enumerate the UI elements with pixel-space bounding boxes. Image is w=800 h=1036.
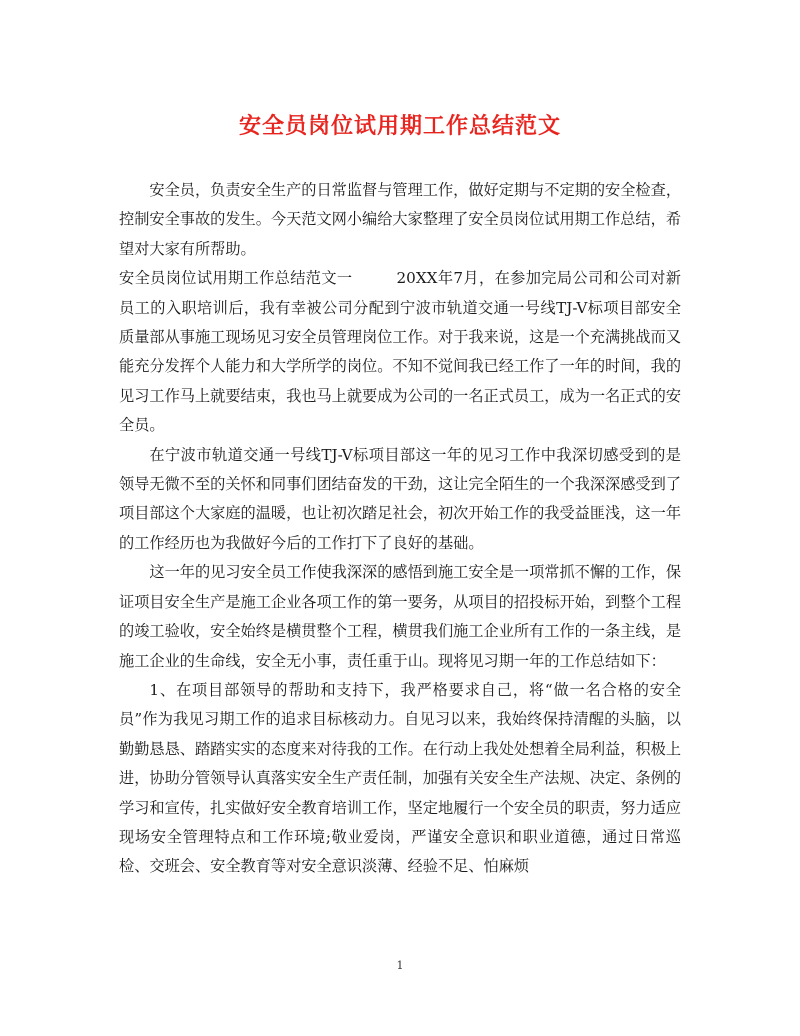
section-heading: 安全员岗位试用期工作总结范文一 <box>119 269 353 288</box>
document-body <box>119 176 681 882</box>
paragraph-experience: 在宁波市轨道交通一号线TJ-V标项目部这一年的见习工作中我深切感受到的是领导无微不至的关怀和同事们团结奋发的干劲，这让完全陌生的一个我深深感受到了项目部这个大家庭的温暖，也让初次踏足社会，初次开始工作的我受益匪浅，这一年的工作经历也为我做好今后的工作打下了良好的基础。 <box>119 445 681 552</box>
section-one-text: 20XX年7月，在参加完局公司和公司对新员工的入职培训后，我有幸被公司分配到宁波市轨道交通一号线TJ-V标项目部安全质量部从事施工现场见习安全员管理岗位工作。对于我来说，这是一个充满挑战而又能充分发挥个人能力和大学所学的岗位。不知不觉间我已经工作了一年的时间，我的见习工作马上就要结束，我也马上就要成为公司的一名正式员工，成为一名正式的安全员。 <box>119 269 681 435</box>
paragraph-item-1: 1、在项目部领导的帮助和支持下，我严格要求自己，将“做一名合格的安全员”作为我见习期工作的追求目标核动力。自见习以来，我始终保持清醒的头脑，以勤勤恳恳、踏踏实实的态度来对待我的工作。在行动上我处处想着全局利益，积极上进，协助分管领导认真落实安全生产责任制，加强有关安全生产法规、决定、条例的学习和宣传，扎实做好安全教育培训工作，坚定地履行一个安全员的职责，努力适应现场安全管理特点和工作环境;敬业爱岗，严谨安全意识和职业道德，通过日常巡检、交班会、安全教育等对安全意识淡薄、经验不足、怕麻烦 <box>119 680 681 876</box>
page-number: 1 <box>396 959 404 972</box>
paragraph-insight: 这一年的见习安全员工作使我深深的感悟到施工安全是一项常抓不懈的工作，保证项目安全生产是施工企业各项工作的第一要务，从项目的招投标开始，到整个工程的竣工验收，安全始终是横贯整个工程，横贯我们施工企业所有工作的一条主线，是施工企业的生命线，安全无小事，责任重于山。现将见习期一年的工作总结如下： <box>119 563 681 670</box>
paragraph-intro: 安全员，负责安全生产的日常监督与管理工作，做好定期与不定期的安全检查，控制安全事故的发生。今天范文网小编给大家整理了安全员岗位试用期工作总结，希望对大家有所帮助。 <box>119 181 681 258</box>
document-title: 安全员岗位试用期工作总结范文 <box>238 113 561 139</box>
paragraph-section-one <box>119 264 681 440</box>
